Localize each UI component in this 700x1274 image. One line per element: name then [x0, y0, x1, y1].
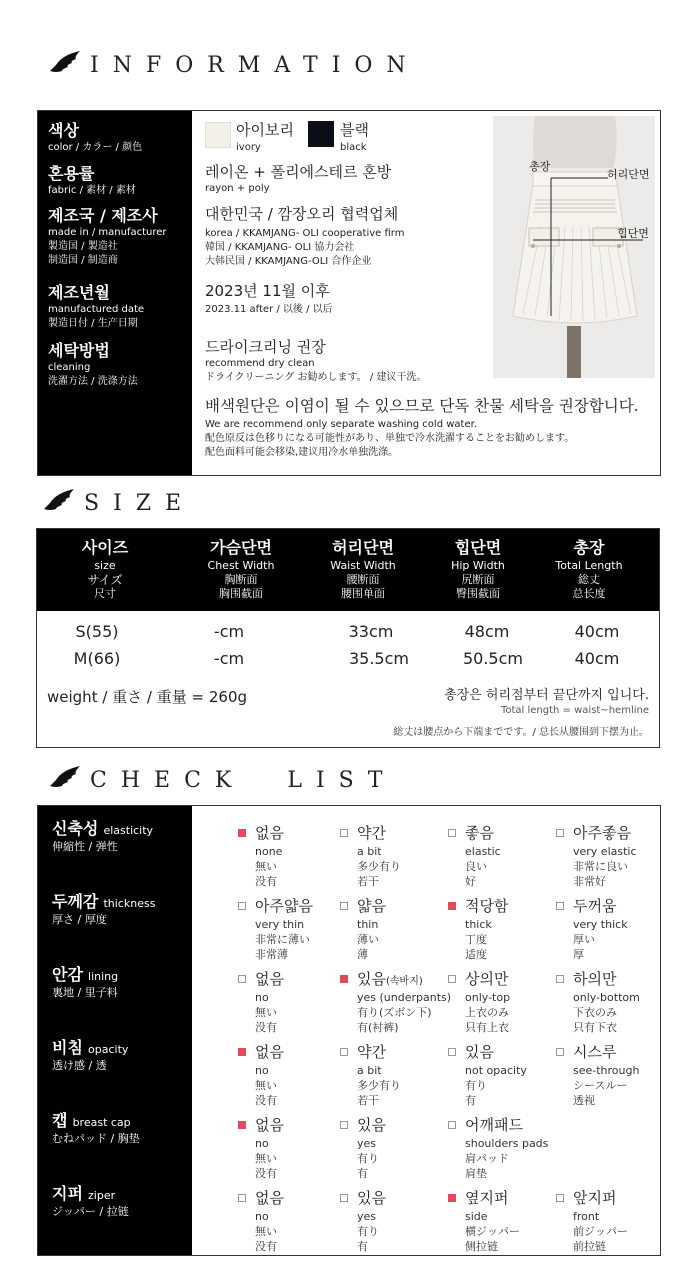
- section-title: CHECK LIST: [90, 767, 397, 793]
- checkbox-icon: [556, 902, 564, 910]
- size-col-waist: 허리단면 Waist Width 腰断面 腰围单面: [330, 538, 396, 600]
- feather-icon: [40, 49, 84, 81]
- wash-value: 드라이크리닝 권장 recommend dry clean ドライクリーニング お勧めします。 / 建议干洗。: [205, 338, 427, 383]
- checkbox-icon: [340, 829, 348, 837]
- ivory-en: ivory: [236, 142, 261, 153]
- checkbox-icon: [556, 1194, 564, 1202]
- date-label: 제조년월 manufactured date 製造日付 / 生产日期: [48, 283, 145, 329]
- feather-icon: [34, 487, 78, 519]
- checkbox-icon: [340, 1048, 348, 1056]
- section-title: SIZE: [84, 490, 196, 516]
- ivory-swatch: [205, 122, 231, 148]
- section-title: INFORMATION: [90, 52, 420, 78]
- checkbox-icon: [448, 902, 456, 910]
- checklist-label: 비침 opacity 透け感 / 透: [52, 1038, 129, 1072]
- date-value: 2023년 11월 이후 2023.11 after / 以後 / 以后: [205, 282, 333, 315]
- origin-label: 제조국 / 제조사 made in / manufacturer 製造国 / 製造社 制造国 / 制造商: [48, 206, 167, 266]
- checkbox-icon: [448, 1048, 456, 1056]
- black-name: 블랙: [340, 121, 369, 139]
- checkbox-icon: [448, 975, 456, 983]
- checkbox-icon: [340, 1121, 348, 1129]
- size-header-row: [37, 529, 659, 611]
- feather-icon: [40, 764, 84, 796]
- size-heading: [34, 485, 195, 521]
- checklist-label: 두께감 thickness 厚さ / 厚度: [52, 892, 156, 926]
- origin-value: 대한민국 / 깜장오리 협력업체 korea / KKAMJANG- OLI cooperative firm 韓国 / KKAMJANG- OLI 協力会社 大韩民国 / KKAMJANG-OLI 合作企业: [205, 205, 405, 267]
- black-swatch: [308, 121, 334, 147]
- length-note-en: Total length = waist~hemline: [500, 705, 649, 716]
- checkbox-icon: [448, 1121, 456, 1129]
- information-heading: [40, 47, 420, 83]
- black-en: black: [340, 142, 367, 153]
- checkbox-icon: [238, 1121, 246, 1129]
- checkbox-icon: [340, 1194, 348, 1202]
- checkbox-icon: [238, 975, 246, 983]
- checkbox-icon: [340, 902, 348, 910]
- length-note: 총장은 허리점부터 끝단까지 입니다.: [444, 688, 649, 703]
- size-table: 사이즈 size サイズ 尺寸 가슴단면 Chest Width 胸断面 胸围截面 허리단면 Waist Width 腰断面 腰围单面 힙단면 Hip Width 尻断面 臀围截面 총장 Total Length 総丈 总长度 S(55) -cm 33cm 48cm 40cm M(66) -cm 35.5cm 50.5cm 40cm weight / 重さ / 重量 = 260g 총장은 허리점부터 끝단까지 입니다. Total length = waist~hemline 総丈は腰点から下端までです。/ 总长从腰围到下摆为止。: [36, 528, 660, 748]
- checkbox-icon: [448, 1194, 456, 1202]
- size-col-length: 총장 Total Length 総丈 总长度: [555, 538, 623, 600]
- checklist-label: 안감 lining 裏地 / 里子料: [52, 965, 119, 999]
- checklist-label: 신축성 elasticity 伸縮性 / 弹性: [52, 819, 154, 853]
- product-photo: [493, 116, 655, 378]
- checkbox-icon: [448, 829, 456, 837]
- fabric-label: 혼용률 fabric / 素材 / 素材: [48, 164, 136, 196]
- size-col-hip: 힙단면 Hip Width 尻断面 臀围截面: [451, 538, 505, 600]
- ivory-name: 아이보리: [236, 121, 294, 139]
- checkbox-icon: [238, 1194, 246, 1202]
- length-note-jp: 総丈は腰点から下端までです。/ 总长从腰围到下摆为止。: [393, 727, 649, 738]
- checkbox-icon: [238, 829, 246, 837]
- checkbox-icon: [340, 975, 348, 983]
- information-labels: [38, 111, 192, 475]
- note-value: 배색원단은 이염이 될 수 있으므로 단독 찬물 세탁을 권장합니다. We are recommend only separate washing cold water. 配色原反は色移りになる可能性があり、単独で冷水洗濯することをお勧めします。 配色面料可能会移染,建议用冷水单独洗涤。: [205, 397, 639, 458]
- fabric-value: 레이온 + 폴리에스테르 혼방 rayon + poly: [205, 163, 392, 194]
- checkbox-icon: [556, 975, 564, 983]
- photo-label-total: 총장: [529, 160, 551, 173]
- checkbox-icon: [238, 902, 246, 910]
- wash-label: 세탁방법 cleaning 洗濯方法 / 洗涤方法: [48, 341, 138, 387]
- checklist-label: 캡 breast cap むねパッド / 胸垫: [52, 1111, 140, 1145]
- checkbox-icon: [556, 829, 564, 837]
- checklist-heading: [40, 762, 396, 798]
- checklist-table: 신축성 elasticity 伸縮性 / 弹性 두께감 thickness 厚さ / 厚度 안감 lining 裏地 / 里子料 비침 opacity 透け感 / 透 캡 breast cap むねパッド / 胸垫 지퍼 ziper ジッパー / 拉链 없음 none 無い 没有 약간 a bit 多少有り 若干 좋음 elastic 良い 好 아주좋음 very elastic 非常に良い 非常好 아주얇음 very thin 非常に薄い 非常薄 얇음 thin 薄い 薄 적당함 thick 丁度 适度 두꺼움 very thick 厚い 厚 없음 no 無い 没有 있음(속바지) yes (underpants) 有り(ズボン下) 有(衬裤) 상의만 only-top 上衣のみ 只有上衣 하의만 only-bottom 下衣のみ 只有下衣 없음 no 無い 没有 약간 a bit 多少有り 若干 있음 not opacity 有り 有 시스루 see-through シースルー 透视 없음 no 無い 没有 있음 yes 有り 有 어깨패드 shoulders pads 肩パッド 肩垫 없음 no 無い 没有 있음 yes 有り 有 옆지퍼 side 横ジッパー 侧拉链 앞지퍼 front 前ジッパー 前拉链: [37, 805, 661, 1256]
- checkbox-icon: [556, 1048, 564, 1056]
- weight-text: weight / 重さ / 重量 = 260g: [47, 688, 248, 706]
- photo-label-waist: 허리단면: [607, 168, 650, 181]
- checkbox-icon: [238, 1048, 246, 1056]
- photo-label-hip: 힙단면: [617, 227, 649, 240]
- size-col-size: 사이즈 size サイズ 尺寸: [81, 538, 129, 600]
- information-table: [37, 110, 661, 476]
- checklist-label: 지퍼 ziper ジッパー / 拉链: [52, 1184, 129, 1218]
- checklist-labels: [38, 806, 192, 1255]
- color-label: 색상 color / カラー / 颜色: [48, 121, 143, 153]
- size-col-chest: 가슴단면 Chest Width 胸断面 胸围截面: [207, 538, 275, 600]
